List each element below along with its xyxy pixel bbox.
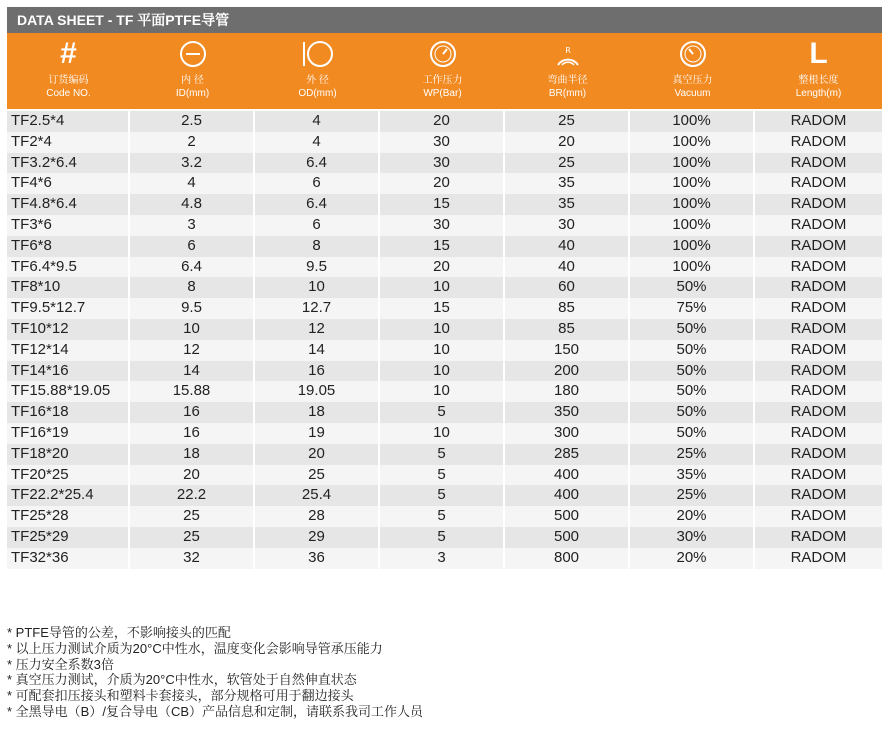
cell-code: TF3.2*6.4 [7, 153, 128, 174]
cell-code: TF20*25 [7, 465, 128, 486]
cell-length: RADOM [755, 194, 882, 215]
cell-vacuum: 100% [630, 257, 753, 278]
table-row [7, 194, 882, 215]
header-vacuum [630, 33, 755, 109]
cell-code: TF25*28 [7, 506, 128, 527]
cell-wp: 30 [380, 215, 503, 236]
cell-length: RADOM [755, 215, 882, 236]
cell-code: TF2.5*4 [7, 111, 128, 132]
cell-br: 500 [505, 506, 628, 527]
cell-code: TF6.4*9.5 [7, 257, 128, 278]
cell-code: TF3*6 [7, 215, 128, 236]
cell-vacuum: 100% [630, 132, 753, 153]
note-item: * PTFE导管的公差，不影响接头的匹配 [7, 625, 231, 640]
cell-id: 12 [130, 340, 253, 361]
cell-wp: 5 [380, 485, 503, 506]
cell-wp: 10 [380, 340, 503, 361]
cell-br: 60 [505, 277, 628, 298]
table-header [7, 33, 882, 109]
cell-vacuum: 75% [630, 298, 753, 319]
note-item: * 可配套扣压接头和塑料卡套接头，部分规格可用于翻边接头 [7, 688, 354, 704]
cell-wp: 10 [380, 423, 503, 444]
table-row [7, 111, 882, 132]
cell-br: 35 [505, 173, 628, 194]
cell-id: 16 [130, 423, 253, 444]
cell-br: 500 [505, 527, 628, 548]
cell-id: 10 [130, 319, 253, 340]
cell-id: 6.4 [130, 257, 253, 278]
header-br-en: BR(mm) [548, 88, 587, 99]
cell-br: 25 [505, 153, 628, 174]
cell-wp: 30 [380, 153, 503, 174]
cell-code: TF2*4 [7, 132, 128, 153]
cell-length: RADOM [755, 153, 882, 174]
cell-id: 14 [130, 361, 253, 382]
table-row [7, 444, 882, 465]
cell-code: TF25*29 [7, 527, 128, 548]
table-row [7, 132, 882, 153]
header-od-cn: 外 径 [306, 75, 329, 86]
cell-od: 9.5 [255, 257, 378, 278]
cell-vacuum: 100% [630, 236, 753, 257]
cell-od: 12.7 [255, 298, 378, 319]
cell-wp: 5 [380, 444, 503, 465]
cell-vacuum: 30% [630, 527, 753, 548]
cell-length: RADOM [755, 236, 882, 257]
table-row [7, 298, 882, 319]
cell-code: TF18*20 [7, 444, 128, 465]
cell-length: RADOM [755, 361, 882, 382]
table-row [7, 153, 882, 174]
cell-code: TF4*6 [7, 173, 128, 194]
cell-id: 3.2 [130, 153, 253, 174]
cell-vacuum: 100% [630, 194, 753, 215]
bend-radius-icon [553, 36, 583, 72]
cell-vacuum: 50% [630, 402, 753, 423]
cell-od: 25.4 [255, 485, 378, 506]
cell-id: 25 [130, 527, 253, 548]
cell-wp: 10 [380, 319, 503, 340]
cell-br: 35 [505, 194, 628, 215]
header-code [7, 33, 130, 109]
cell-code: TF6*8 [7, 236, 128, 257]
cell-length: RADOM [755, 527, 882, 548]
cell-length: RADOM [755, 465, 882, 486]
cell-length: RADOM [755, 319, 882, 340]
cell-length: RADOM [755, 423, 882, 444]
cell-wp: 5 [380, 465, 503, 486]
cell-id: 15.88 [130, 381, 253, 402]
cell-id: 22.2 [130, 485, 253, 506]
cell-code: TF8*10 [7, 277, 128, 298]
cell-br: 40 [505, 236, 628, 257]
table-row [7, 381, 882, 402]
header-br [505, 33, 630, 109]
cell-wp: 20 [380, 257, 503, 278]
cell-vacuum: 100% [630, 153, 753, 174]
cell-length: RADOM [755, 444, 882, 465]
note-item: * 压力安全系数3倍 [7, 656, 114, 672]
cell-length: RADOM [755, 277, 882, 298]
cell-code: TF10*12 [7, 319, 128, 340]
cell-id: 25 [130, 506, 253, 527]
cell-wp: 10 [380, 381, 503, 402]
cell-length: RADOM [755, 485, 882, 506]
table-row [7, 361, 882, 382]
cell-od: 6.4 [255, 153, 378, 174]
hash-icon: # [60, 37, 77, 70]
cell-od: 12 [255, 319, 378, 340]
pressure-gauge-icon [428, 36, 458, 72]
cell-length: RADOM [755, 132, 882, 153]
table-row [7, 423, 882, 444]
cell-length: RADOM [755, 257, 882, 278]
cell-code: TF14*16 [7, 361, 128, 382]
cell-od: 19.05 [255, 381, 378, 402]
header-id-cn: 内 径 [181, 75, 204, 86]
cell-wp: 10 [380, 361, 503, 382]
cell-id: 18 [130, 444, 253, 465]
cell-br: 300 [505, 423, 628, 444]
cell-vacuum: 20% [630, 506, 753, 527]
table-row [7, 236, 882, 257]
cell-wp: 5 [380, 402, 503, 423]
cell-id: 8 [130, 277, 253, 298]
outer-diameter-icon [300, 36, 336, 72]
cell-wp: 30 [380, 132, 503, 153]
cell-br: 200 [505, 361, 628, 382]
cell-br: 150 [505, 340, 628, 361]
cell-od: 18 [255, 402, 378, 423]
header-od [255, 33, 380, 109]
cell-vacuum: 100% [630, 173, 753, 194]
note-item: * 全黑导电（B）/复合导电（CB）产品信息和定制，请联系我司工作人员 [7, 703, 424, 719]
cell-length: RADOM [755, 381, 882, 402]
cell-length: RADOM [755, 173, 882, 194]
cell-wp: 20 [380, 111, 503, 132]
header-code-cn: 订货编码 [48, 75, 89, 86]
table-row [7, 402, 882, 423]
cell-vacuum: 100% [630, 111, 753, 132]
cell-br: 85 [505, 319, 628, 340]
cell-wp: 10 [380, 277, 503, 298]
cell-code: TF4.8*6.4 [7, 194, 128, 215]
cell-id: 6 [130, 236, 253, 257]
cell-br: 400 [505, 465, 628, 486]
cell-vacuum: 35% [630, 465, 753, 486]
cell-wp: 5 [380, 506, 503, 527]
cell-vacuum: 100% [630, 215, 753, 236]
cell-code: TF32*36 [7, 548, 128, 569]
cell-length: RADOM [755, 548, 882, 569]
cell-wp: 3 [380, 548, 503, 569]
cell-wp: 15 [380, 298, 503, 319]
table-row [7, 527, 882, 548]
inner-diameter-icon [178, 36, 208, 72]
cell-length: RADOM [755, 340, 882, 361]
cell-br: 20 [505, 132, 628, 153]
cell-br: 800 [505, 548, 628, 569]
cell-code: TF16*19 [7, 423, 128, 444]
spec-table [7, 111, 882, 569]
table-row [7, 173, 882, 194]
cell-od: 36 [255, 548, 378, 569]
cell-od: 8 [255, 236, 378, 257]
cell-br: 400 [505, 485, 628, 506]
cell-od: 6 [255, 215, 378, 236]
header-vacuum-cn: 真空压力 [672, 75, 713, 86]
cell-code: TF9.5*12.7 [7, 298, 128, 319]
cell-id: 2.5 [130, 111, 253, 132]
table-row [7, 319, 882, 340]
cell-length: RADOM [755, 402, 882, 423]
cell-vacuum: 50% [630, 381, 753, 402]
cell-od: 6 [255, 173, 378, 194]
cell-od: 14 [255, 340, 378, 361]
header-length [755, 33, 882, 109]
cell-br: 350 [505, 402, 628, 423]
header-length-cn: 整根长度 [798, 75, 839, 86]
cell-od: 20 [255, 444, 378, 465]
cell-code: TF16*18 [7, 402, 128, 423]
table-row [7, 340, 882, 361]
cell-od: 28 [255, 506, 378, 527]
header-wp [380, 33, 505, 109]
header-vacuum-en: Vacuum [674, 88, 711, 99]
cell-vacuum: 25% [630, 485, 753, 506]
cell-br: 85 [505, 298, 628, 319]
header-id [130, 33, 255, 109]
cell-od: 4 [255, 132, 378, 153]
header-id-en: ID(mm) [175, 88, 210, 99]
cell-br: 30 [505, 215, 628, 236]
cell-code: TF22.2*25.4 [7, 485, 128, 506]
cell-wp: 15 [380, 236, 503, 257]
cell-id: 3 [130, 215, 253, 236]
note-item: * 以上压力测试介质为20°C中性水，温度变化会影响导管承压能力 [7, 640, 383, 656]
cell-vacuum: 50% [630, 319, 753, 340]
cell-code: TF12*14 [7, 340, 128, 361]
cell-length: RADOM [755, 506, 882, 527]
cell-br: 285 [505, 444, 628, 465]
cell-wp: 5 [380, 527, 503, 548]
length-icon: L [809, 37, 828, 70]
cell-vacuum: 50% [630, 277, 753, 298]
cell-id: 9.5 [130, 298, 253, 319]
cell-id: 16 [130, 402, 253, 423]
cell-br: 180 [505, 381, 628, 402]
datasheet-title: DATA SHEET - TF 平面PTFE导管 [7, 7, 882, 33]
cell-wp: 15 [380, 194, 503, 215]
cell-od: 25 [255, 465, 378, 486]
table-row [7, 506, 882, 527]
cell-vacuum: 25% [630, 444, 753, 465]
cell-od: 10 [255, 277, 378, 298]
header-wp-cn: 工作压力 [422, 75, 463, 86]
cell-vacuum: 50% [630, 361, 753, 382]
cell-od: 19 [255, 423, 378, 444]
table-row [7, 548, 882, 569]
header-od-en: OD(mm) [298, 88, 337, 99]
cell-id: 4 [130, 173, 253, 194]
cell-wp: 20 [380, 173, 503, 194]
header-length-en: Length(m) [795, 88, 842, 99]
cell-br: 40 [505, 257, 628, 278]
cell-id: 32 [130, 548, 253, 569]
header-br-cn: 弯曲半径 [547, 75, 588, 86]
cell-id: 20 [130, 465, 253, 486]
header-wp-en: WP(Bar) [423, 88, 462, 99]
cell-od: 4 [255, 111, 378, 132]
cell-length: RADOM [755, 298, 882, 319]
cell-od: 29 [255, 527, 378, 548]
cell-od: 16 [255, 361, 378, 382]
cell-id: 2 [130, 132, 253, 153]
table-row [7, 277, 882, 298]
cell-vacuum: 50% [630, 340, 753, 361]
vacuum-gauge-icon [678, 36, 708, 72]
cell-length: RADOM [755, 111, 882, 132]
table-row [7, 485, 882, 506]
cell-vacuum: 50% [630, 423, 753, 444]
cell-vacuum: 20% [630, 548, 753, 569]
cell-od: 6.4 [255, 194, 378, 215]
header-code-en: Code NO. [46, 88, 91, 99]
note-item: * 真空压力测试，介质为20°C中性水，软管处于自然伸直状态 [7, 672, 357, 688]
notes-list [7, 625, 877, 720]
svg-text:R: R [564, 46, 571, 55]
table-row [7, 465, 882, 486]
cell-br: 25 [505, 111, 628, 132]
table-row [7, 215, 882, 236]
cell-code: TF15.88*19.05 [7, 381, 128, 402]
cell-id: 4.8 [130, 194, 253, 215]
table-row [7, 257, 882, 278]
